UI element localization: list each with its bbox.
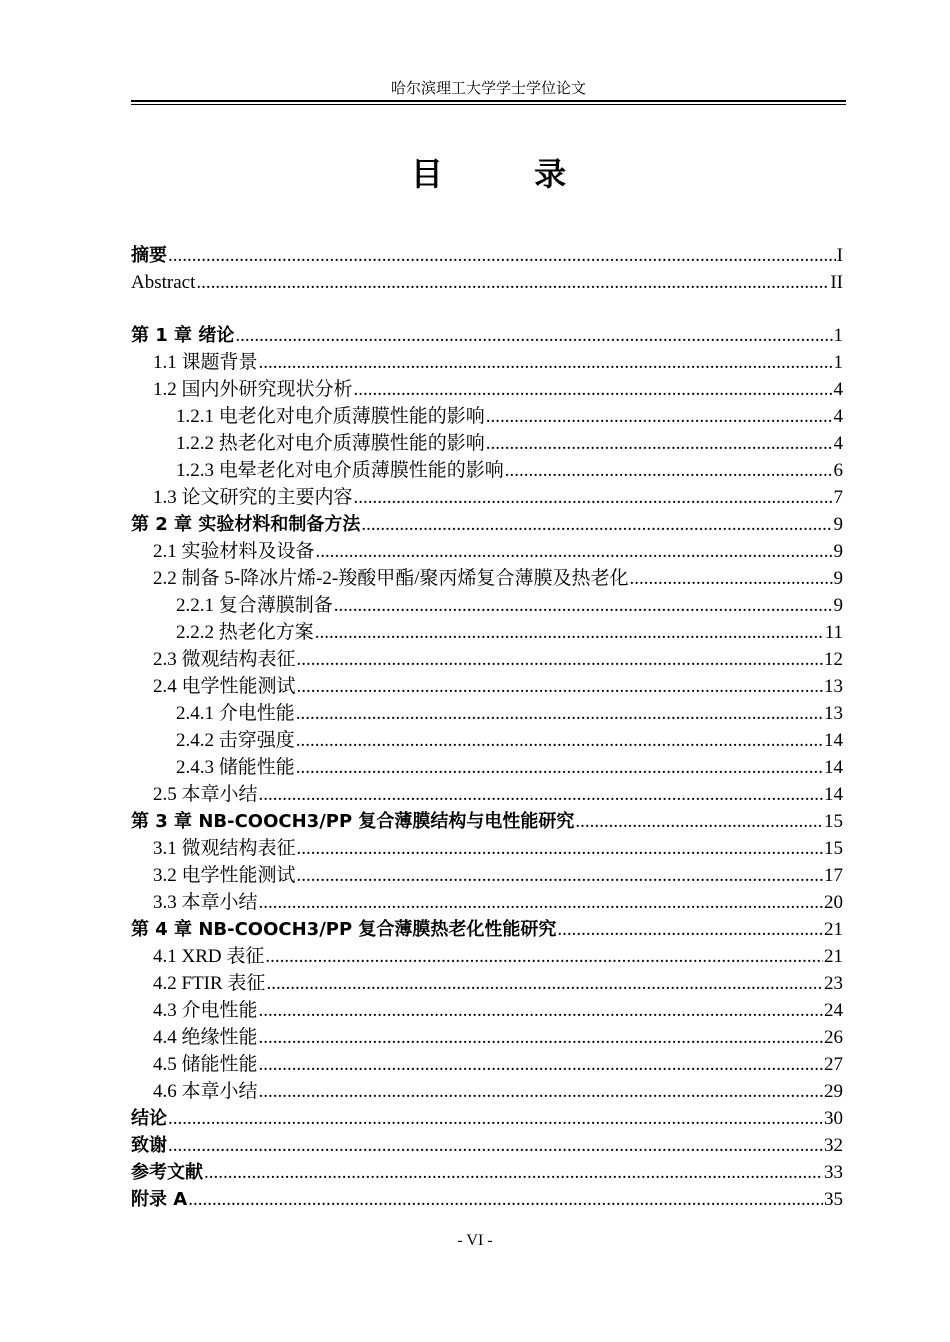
- toc-entry[interactable]: [131, 1184, 843, 1211]
- toc-entry[interactable]: [131, 968, 843, 995]
- toc-entry-page: 1: [833, 352, 843, 373]
- toc-dot-leader: [315, 622, 824, 644]
- toc-entry-page: 6: [833, 460, 843, 481]
- toc-entry[interactable]: [131, 267, 843, 294]
- toc-entry[interactable]: [131, 347, 843, 374]
- toc-entry[interactable]: [131, 320, 843, 347]
- toc-entry[interactable]: [131, 779, 843, 806]
- toc-entry-label: 1.1 课题背景: [153, 352, 258, 373]
- toc-entry[interactable]: [131, 590, 843, 617]
- toc-entry[interactable]: [131, 455, 843, 482]
- toc-dot-leader: [630, 568, 833, 590]
- toc-entry[interactable]: [131, 1049, 843, 1076]
- toc-entry-page: 9: [833, 541, 843, 562]
- toc-entry[interactable]: [131, 698, 843, 725]
- toc-entry[interactable]: [131, 833, 843, 860]
- toc-entry-label: 参考文献: [131, 1162, 203, 1183]
- running-header: 哈尔滨理工大学学士学位论文: [390, 81, 586, 97]
- toc-entry-page: 33: [824, 1162, 843, 1183]
- toc-entry-page: 13: [824, 676, 843, 697]
- toc-dot-leader: [334, 595, 833, 617]
- toc-entry-label: 第 4 章 NB-COOCH3/PP 复合薄膜热老化性能研究: [131, 919, 557, 940]
- toc-entry[interactable]: [131, 401, 843, 428]
- toc-dot-leader: [361, 514, 832, 536]
- toc-dot-leader: [354, 379, 833, 401]
- toc-entry[interactable]: [131, 617, 843, 644]
- toc-entry-label: 2.4.2 击穿强度: [176, 730, 295, 751]
- toc-entry-label: 4.2 FTIR 表征: [153, 973, 266, 994]
- toc-entry-page: 30: [824, 1108, 843, 1129]
- toc-entry-label: 2.4.1 介电性能: [176, 703, 295, 724]
- toc-entry-page: 7: [833, 487, 843, 508]
- toc-entry-page: 21: [824, 919, 843, 940]
- page-number: - VI -: [457, 1232, 493, 1249]
- toc-dot-leader: [296, 703, 823, 725]
- toc-entry-label: 附录 A: [131, 1189, 188, 1210]
- toc-dot-leader: [486, 406, 833, 428]
- toc-entry-label: 1.3 论文研究的主要内容: [153, 487, 353, 508]
- header-rule-thin: [131, 104, 846, 105]
- toc-entry-label: 1.2 国内外研究现状分析: [153, 379, 353, 400]
- toc-entry[interactable]: [131, 482, 843, 509]
- toc-entry[interactable]: [131, 536, 843, 563]
- toc-entry-page: 14: [824, 757, 843, 778]
- toc-dot-leader: [188, 1189, 823, 1211]
- toc-dot-leader: [486, 433, 833, 455]
- toc-entry-label: 4.6 本章小结: [153, 1081, 258, 1102]
- toc-entry-label: 1.2.1 电老化对电介质薄膜性能的影响: [176, 406, 485, 427]
- toc-entry-page: 20: [824, 892, 843, 913]
- toc-entry-page: 35: [824, 1189, 843, 1210]
- toc-entry-page: 26: [824, 1027, 843, 1048]
- toc-entry-label: 2.5 本章小结: [153, 784, 258, 805]
- toc-dot-leader: [575, 811, 823, 833]
- toc-entry-page: 4: [833, 406, 843, 427]
- toc-dot-leader: [557, 919, 823, 941]
- toc-entry[interactable]: [131, 1130, 843, 1157]
- toc-entry[interactable]: [131, 509, 843, 536]
- toc-entry-page: 4: [833, 379, 843, 400]
- toc-entry-label: 2.2.2 热老化方案: [176, 622, 314, 643]
- toc-entry-page: 23: [824, 973, 843, 994]
- toc-dot-leader: [266, 973, 823, 995]
- toc-entry-label: 摘要: [131, 245, 167, 266]
- toc-dot-leader: [354, 487, 833, 509]
- toc-entry-page: 9: [833, 514, 843, 535]
- toc-dot-leader: [259, 784, 823, 806]
- toc-entry-label: 结论: [131, 1108, 167, 1129]
- toc-entry-label: 1.2.3 电晕老化对电介质薄膜性能的影响: [176, 460, 504, 481]
- toc-dot-leader: [259, 892, 823, 914]
- toc-dot-leader: [297, 838, 823, 860]
- toc-entry-page: 21: [824, 946, 843, 967]
- toc-dot-leader: [168, 1135, 823, 1157]
- toc-entry[interactable]: [131, 1076, 843, 1103]
- toc-entry-page: 17: [824, 865, 843, 886]
- toc-dot-leader: [296, 757, 823, 779]
- toc-entry-label: 2.2.1 复合薄膜制备: [176, 595, 333, 616]
- toc-entry-label: 第 3 章 NB-COOCH3/PP 复合薄膜结构与电性能研究: [131, 811, 575, 832]
- toc-entry-label: 3.3 本章小结: [153, 892, 258, 913]
- toc-dot-leader: [316, 541, 833, 563]
- toc-dot-leader: [259, 1027, 823, 1049]
- toc-entry-page: 24: [824, 1000, 843, 1021]
- toc-dot-leader: [259, 1000, 823, 1022]
- toc-entry-label: 致谢: [131, 1135, 167, 1156]
- toc-entry[interactable]: [131, 1157, 843, 1184]
- toc-entry-page: I: [836, 245, 843, 266]
- toc-entry[interactable]: [131, 887, 843, 914]
- toc-entry-page: 9: [833, 568, 843, 589]
- toc-entry-label: 2.4 电学性能测试: [153, 676, 296, 697]
- toc-dot-leader: [259, 1054, 823, 1076]
- toc-entry[interactable]: [131, 644, 843, 671]
- toc-entry-label: 4.5 储能性能: [153, 1054, 258, 1075]
- toc-entry-label: Abstract: [131, 272, 196, 293]
- toc-entry-page: II: [830, 272, 843, 293]
- toc-entry-label: 3.1 微观结构表征: [153, 838, 296, 859]
- toc-dot-leader: [297, 649, 823, 671]
- toc-entry-page: 15: [824, 811, 843, 832]
- toc-entry-page: 15: [824, 838, 843, 859]
- toc-dot-leader: [259, 1081, 823, 1103]
- toc-entry-page: 1: [833, 325, 843, 346]
- toc-entry[interactable]: [131, 374, 843, 401]
- page-title: 目 录: [410, 155, 607, 193]
- toc-entry[interactable]: [131, 914, 843, 941]
- toc-dot-leader: [297, 865, 823, 887]
- toc-dot-leader: [168, 245, 836, 267]
- toc-entry-label: 第 1 章 绪论: [131, 325, 235, 346]
- toc-entry[interactable]: [131, 941, 843, 968]
- toc-entry[interactable]: [131, 428, 843, 455]
- toc-entry-label: 4.1 XRD 表征: [153, 946, 265, 967]
- toc-entry[interactable]: [131, 752, 843, 779]
- toc-entry-page: 27: [824, 1054, 843, 1075]
- toc-entry[interactable]: [131, 1103, 843, 1130]
- toc-entry[interactable]: [131, 1022, 843, 1049]
- toc-entry-page: 32: [824, 1135, 843, 1156]
- toc-entry[interactable]: [131, 240, 843, 267]
- toc-entry-label: 2.2 制备 5-降冰片烯-2-羧酸甲酯/聚丙烯复合薄膜及热老化: [153, 568, 629, 589]
- toc-dot-leader: [168, 1108, 823, 1130]
- toc-entry-page: 11: [824, 622, 843, 643]
- toc-entry-page: 14: [824, 784, 843, 805]
- toc-entry-label: 2.3 微观结构表征: [153, 649, 296, 670]
- toc-entry[interactable]: [131, 671, 843, 698]
- toc-dot-leader: [235, 325, 832, 347]
- toc-entry-page: 9: [833, 595, 843, 616]
- toc-entry-label: 4.3 介电性能: [153, 1000, 258, 1021]
- toc-entry-label: 1.2.2 热老化对电介质薄膜性能的影响: [176, 433, 485, 454]
- toc-entry-page: 29: [824, 1081, 843, 1102]
- toc-dot-leader: [259, 352, 833, 374]
- toc-entry[interactable]: [131, 860, 843, 887]
- toc-dot-leader: [265, 946, 823, 968]
- toc-dot-leader: [296, 730, 823, 752]
- header-rule-thick: [131, 100, 846, 102]
- toc-dot-leader: [196, 272, 829, 294]
- toc-dot-leader: [297, 676, 823, 698]
- toc-entry-page: 13: [824, 703, 843, 724]
- toc-entry-page: 12: [824, 649, 843, 670]
- toc-entry-label: 第 2 章 实验材料和制备方法: [131, 514, 361, 535]
- toc-entry-label: 3.2 电学性能测试: [153, 865, 296, 886]
- toc-entry[interactable]: [131, 563, 843, 590]
- toc-entry-page: 14: [824, 730, 843, 751]
- toc-dot-leader: [505, 460, 833, 482]
- toc-entry[interactable]: [131, 725, 843, 752]
- toc-entry-label: 4.4 绝缘性能: [153, 1027, 258, 1048]
- toc-entry[interactable]: [131, 995, 843, 1022]
- toc-entry-page: 4: [833, 433, 843, 454]
- toc-entry[interactable]: [131, 806, 843, 833]
- toc-entry-label: 2.1 实验材料及设备: [153, 541, 315, 562]
- toc-entry-label: 2.4.3 储能性能: [176, 757, 295, 778]
- toc-dot-leader: [204, 1162, 823, 1184]
